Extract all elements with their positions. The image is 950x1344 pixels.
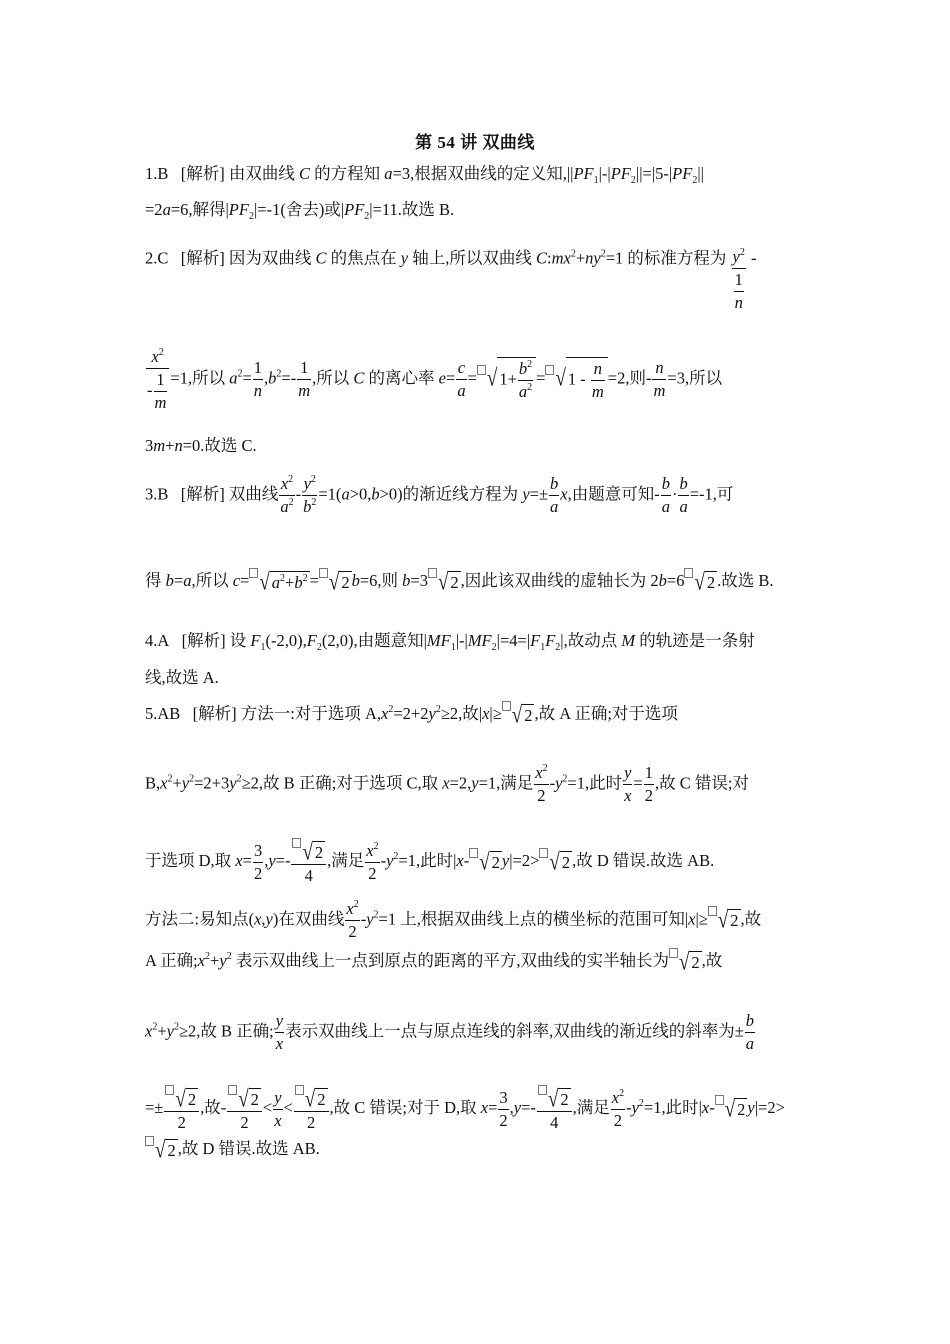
q4-line2: 线,故选 A. [145, 668, 219, 687]
q3-line2: 得 b=a,所以 c= √ $a^2+b^2$ = √ 2 b=6,则 b=3 √ 2 ,因此该双曲线的虚轴长为 2b=6 √ 2 .故选 B. [145, 568, 774, 596]
q4-line1: 4.A [解析] 设 $F_1(-2,0),F_2(2,0)$,由题意知$|MF_1|-|MF_2|=4=|F_1F_2|$,故动点 M 的轨迹是一条射 [145, 631, 755, 653]
page-title: 第 54 讲 双曲线 [415, 133, 535, 152]
q1-line2: =2a=6,解得$|PF_2|=-1$(舍去)或$|PF_2|=11$.故选 B. [145, 200, 455, 222]
q5-line8: √ 2 ,故 D 错误.故选 AB. [145, 1136, 320, 1162]
q5-line4: 方法二:易知点(x,y)在双曲线 $\frac{x^2}{2}$ $-y^2=1$ 上,根据双曲线上点的横坐标的范围可知|x|≥ √ 2 ,故 [145, 899, 762, 941]
q2-line2: $x^2$ - $\frac{1}{m}$ =1,所以 $a^2=$ $\frac{1}{n}$ $,b^2=-$ $\frac{1}{m}$ ,所以 C 的离心率 e= $\frac{c}{a}$ = √ 1+ $\frac{b^2}{a^2}$ = √ 1 - $\frac{n}{m}$ =2,则- $\frac{n}{m}$ =3,所以 [147, 347, 723, 412]
q2-line1: 2.C [解析] 因为双曲线 C 的焦点在 y 轴上,所以双曲线 $C:mx^2+ny^2=1$ 的标准方程为 $\frac{y^2}{\frac{1}{n}}$ - [145, 247, 757, 312]
q5-line2: $B,x^2+y^2=2+3y^2\ge 2$,故 B 正确;对于选项 C,取 x=2,y=1,满足 $\frac{x^2}{2}$ $-y^2=1$,此时 $\frac{y}{x}$ = $\frac{1}{2}$ ,故 C 错误;对 [145, 763, 749, 805]
q1-line1: 1.B [解析] 由双曲线 C 的方程知 a=3,根据双曲线的定义知$,||PF_1|-|PF_2||=|5-|PF_2||$ [145, 164, 704, 186]
q3-line1: 3.B [解析] 双曲线 $\frac{x^2}{a^2}$ - $\frac{y^2}{b^2}$ =1(a>0,b>0)的渐近线方程为 y=± $\frac{b}{a}$ x,由题意可知- $\frac{b}{a}$ · $\frac{b}{a}$ =-1,可 [145, 474, 734, 516]
q5-line3: 于选项 D,取 x= $\frac{3}{2}$ ,y=- $\frac{√ 2}{4}$ ,满足 $\frac{x^2}{2}$ $-y^2=1$,此时|x- √ 2 y|=2> √ 2 ,故 D 错误.故选 AB. [145, 838, 715, 885]
q5-line5: A 正确$;x^2+y^2$ 表示双曲线上一点到原点的距离的平方,双曲线的实半轴长为 √ 2 ,故 [145, 948, 723, 976]
q2-line3: 3m+n=0.故选 C. [145, 436, 257, 455]
q5-line1: 5.AB [解析] 方法一:对于选项 $A,x^2=2+2y^2\ge 2$,故|x|≥ √ 2 ,故 A 正确;对于选项 [145, 701, 678, 729]
q5-line7: =± $\frac{√ 2}{2}$ ,故- $\frac{√ 2}{2}$ < $\frac{y}{x}$ < $\frac{√ 2}{2}$ ,故 C 错误;对于 D,取 x= $\frac{3}{2}$ ,y=- $\frac{√ 2}{4}$ ,满足 $\frac{x^2}{2}$ $-y^2=1$,此时|x- √ 2 y|=2> [145, 1085, 785, 1132]
q5-line6: $x^2+y^2\ge 2$,故 B 正确; $\frac{y}{x}$ 表示双曲线上一点与原点连线的斜率,双曲线的渐近线的斜率为± $\frac{b}{a}$ [145, 1011, 755, 1053]
